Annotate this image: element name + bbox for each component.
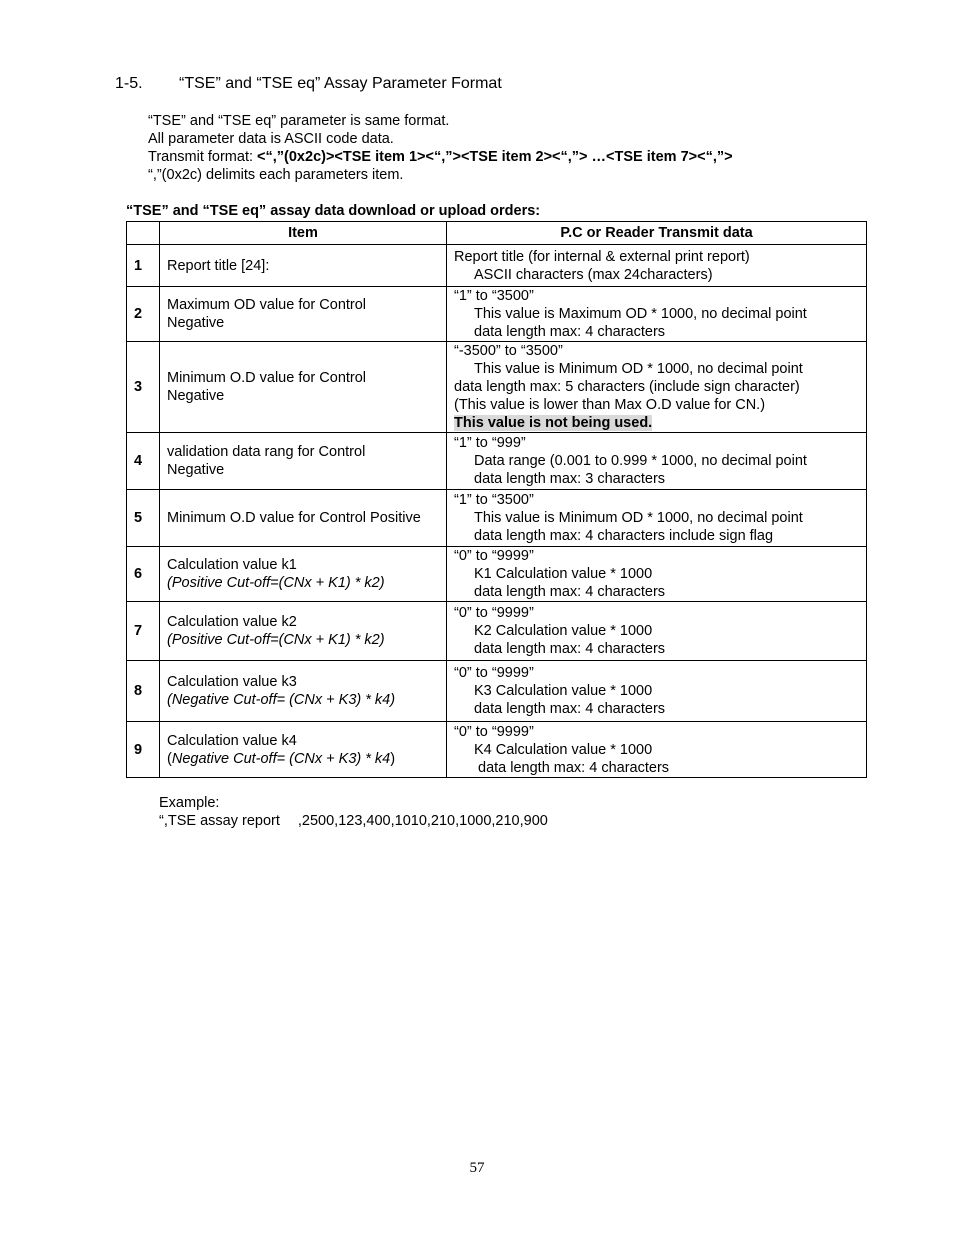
data-line: K4 Calculation value * 1000 xyxy=(474,741,653,758)
row-number: 1 xyxy=(127,245,160,287)
paren-close: ) xyxy=(390,750,396,767)
row-item xyxy=(160,245,447,287)
data-line: “-3500” to “3500” xyxy=(454,343,563,359)
item-line: Minimum O.D value for Control xyxy=(167,370,367,386)
data-line: This value is Maximum OD * 1000, no decimal point xyxy=(474,306,807,322)
item-line: Calculation value k3 xyxy=(167,674,297,690)
item-line: Calculation value k1 xyxy=(167,557,297,573)
section-title: “TSE” and “TSE eq” Assay Parameter Format xyxy=(179,75,502,92)
table-row xyxy=(127,602,867,661)
intro-line-1: “TSE” and “TSE eq” parameter is same format. xyxy=(148,113,450,129)
row-item xyxy=(160,342,447,433)
intro-line-3 xyxy=(148,149,733,165)
data-line: data length max: 4 characters xyxy=(474,701,666,717)
formula-line xyxy=(167,750,439,768)
data-line: (This value is lower than Max O.D value for CN.) xyxy=(454,397,766,413)
header-data: P.C or Reader Transmit data xyxy=(447,222,867,245)
item-line: Minimum O.D value for Control Positive xyxy=(167,510,421,526)
example-line xyxy=(159,813,548,829)
table-title: “TSE” and “TSE eq” assay data download or upload orders: xyxy=(126,203,541,219)
item-line: Maximum OD value for Control xyxy=(167,297,367,313)
item-line: Negative xyxy=(167,315,225,331)
row-number: 2 xyxy=(127,287,160,342)
row-data xyxy=(447,342,867,433)
row-number: 6 xyxy=(127,547,160,602)
page-number: 57 xyxy=(469,1160,485,1176)
data-line: K2 Calculation value * 1000 xyxy=(474,623,653,639)
data-line: data length max: 4 characters xyxy=(474,324,666,340)
intro-line-4: “,”(0x2c) delimits each parameters item. xyxy=(148,167,404,183)
row-number: 7 xyxy=(127,602,160,661)
formula-line: (Positive Cut-off=(CNx + K1) * k2) xyxy=(167,575,385,591)
row-data xyxy=(447,490,867,547)
table-row xyxy=(127,287,867,342)
example-part-1: “,TSE assay report xyxy=(159,813,280,829)
data-line: data length max: 4 characters include sign flag xyxy=(474,528,774,544)
item-line: Negative xyxy=(167,462,225,478)
item-line: Calculation value k4 xyxy=(167,732,297,749)
data-line: data length max: 5 characters (include sign character) xyxy=(454,379,800,395)
table-row xyxy=(127,433,867,490)
table-row xyxy=(127,722,867,778)
example-part-2: ,2500,123,400,1010,210,1000,210,900 xyxy=(297,813,548,829)
table-header-row xyxy=(127,222,867,245)
data-line: data length max: 4 characters xyxy=(474,641,666,657)
formula-line: (Positive Cut-off=(CNx + K1) * k2) xyxy=(167,632,385,648)
row-item xyxy=(160,722,447,778)
row-item xyxy=(160,433,447,490)
row-data xyxy=(447,547,867,602)
table-row xyxy=(127,547,867,602)
row-number: 5 xyxy=(127,490,160,547)
data-line: data length max: 4 characters xyxy=(474,584,666,600)
formula-text: Negative Cut-off= (CNx + K3) * k4 xyxy=(171,750,391,767)
row-item xyxy=(160,490,447,547)
data-line: “1” to “3500” xyxy=(454,288,534,304)
row-item xyxy=(160,287,447,342)
data-line: K3 Calculation value * 1000 xyxy=(474,683,653,699)
data-line: K1 Calculation value * 1000 xyxy=(474,566,653,582)
data-line: “1” to “999” xyxy=(454,435,526,451)
row-data xyxy=(447,602,867,661)
row-number: 8 xyxy=(127,661,160,722)
row-item xyxy=(160,547,447,602)
row-number: 9 xyxy=(127,722,160,778)
data-line: “0” to “9999” xyxy=(454,548,534,564)
item-line: validation data rang for Control xyxy=(167,444,366,460)
example-label: Example: xyxy=(159,795,220,811)
data-line: Data range (0.001 to 0.999 * 1000, no decimal point xyxy=(474,453,807,469)
row-data xyxy=(447,287,867,342)
data-line: This value is Minimum OD * 1000, no decimal point xyxy=(474,361,803,377)
data-line: “0” to “9999” xyxy=(454,605,534,621)
section-heading xyxy=(115,75,502,93)
row-item xyxy=(160,602,447,661)
data-line: This value is Minimum OD * 1000, no decimal point xyxy=(474,510,803,526)
header-item: Item xyxy=(160,222,447,245)
row-data xyxy=(447,433,867,490)
parameter-table xyxy=(126,221,867,778)
row-data xyxy=(447,245,867,287)
row-data xyxy=(447,722,867,778)
data-line: Report title (for internal & external print report) xyxy=(454,248,750,265)
table-row xyxy=(127,490,867,547)
data-line: data length max: 3 characters xyxy=(474,471,666,487)
transmit-format-value: <“,”(0x2c)><TSE item 1><“,”><TSE item 2><“,”> …<TSE item 7><“,”> xyxy=(257,149,733,165)
intro-line-2: All parameter data is ASCII code data. xyxy=(148,131,394,147)
formula-line: (Negative Cut-off= (CNx + K3) * k4) xyxy=(167,692,396,708)
data-line: “0” to “9999” xyxy=(454,665,534,681)
transmit-format-label: Transmit format: xyxy=(148,149,258,165)
data-line: ASCII characters (max 24characters) xyxy=(474,266,713,283)
header-no xyxy=(127,222,160,245)
not-used-note: This value is not being used. xyxy=(454,415,653,431)
row-number: 3 xyxy=(127,342,160,433)
row-data xyxy=(447,661,867,722)
table-row xyxy=(127,342,867,433)
row-number: 4 xyxy=(127,433,160,490)
table-row xyxy=(127,245,867,287)
item-line: Negative xyxy=(167,388,225,404)
section-number: 1-5. xyxy=(115,75,143,92)
paren-open: ( xyxy=(167,750,172,767)
data-line: “1” to “3500” xyxy=(454,492,534,508)
table-row xyxy=(127,661,867,722)
item-line: Calculation value k2 xyxy=(167,614,297,630)
data-line: “0” to “9999” xyxy=(454,723,534,740)
row-item xyxy=(160,661,447,722)
data-line: data length max: 4 characters xyxy=(478,759,670,776)
item-line: Report title [24]: xyxy=(167,257,270,274)
